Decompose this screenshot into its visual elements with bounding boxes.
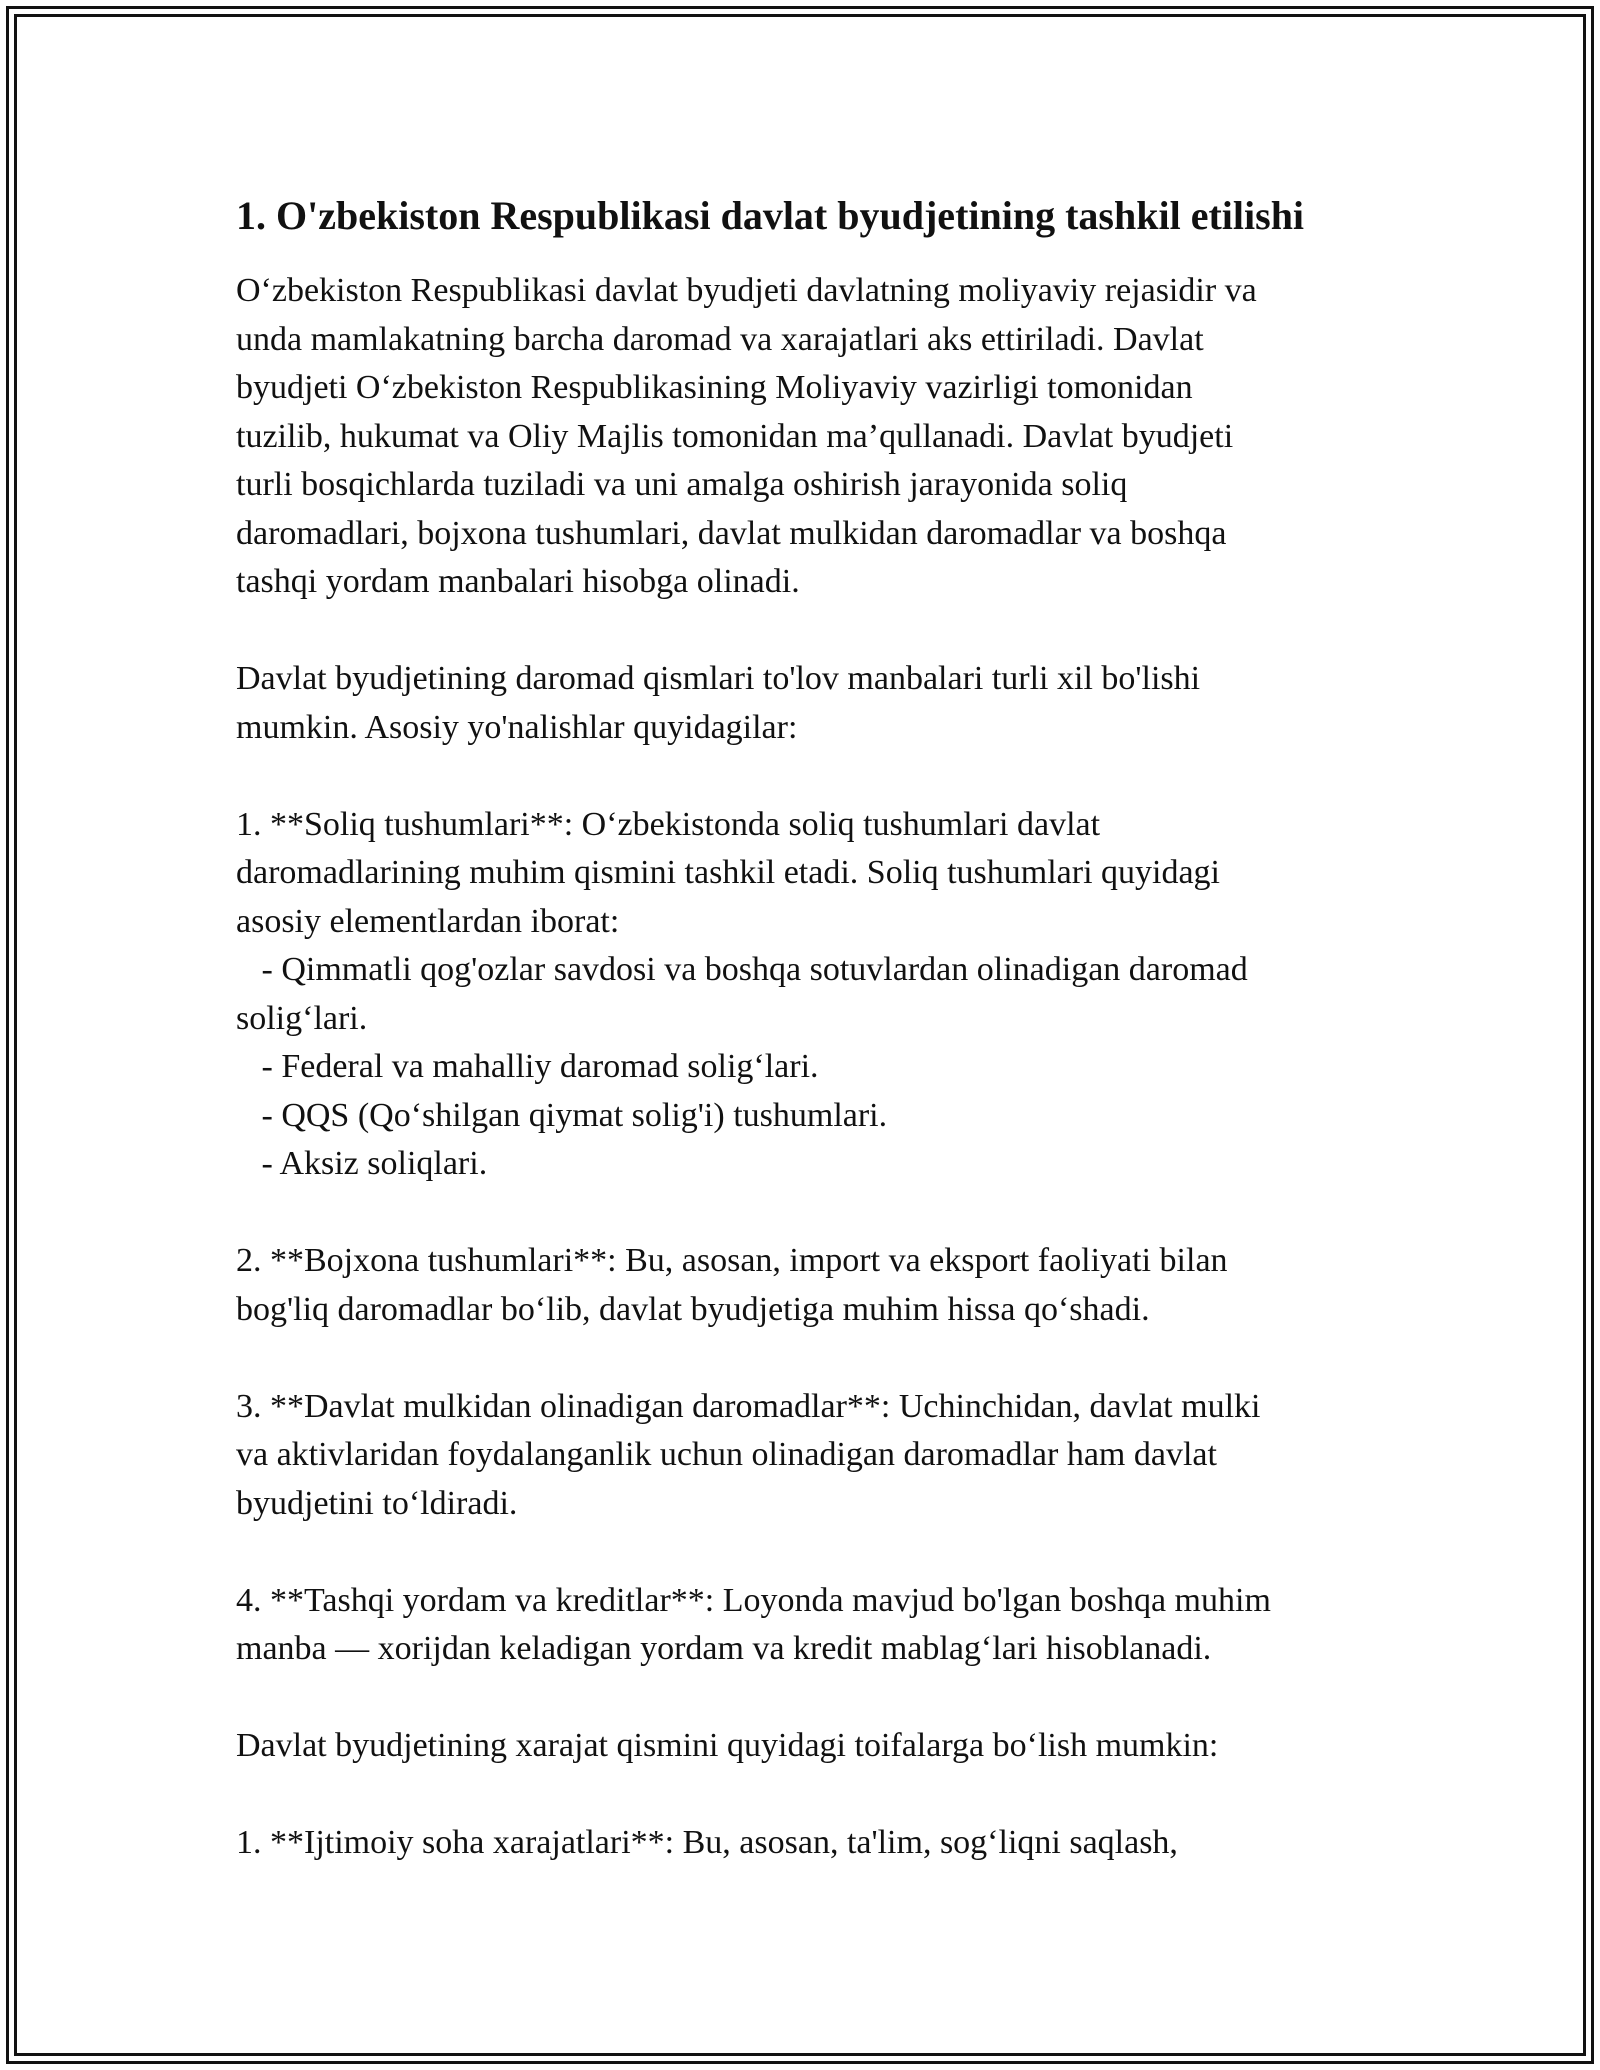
paragraph-spacer bbox=[236, 1334, 1366, 1383]
document-body bbox=[236, 183, 1366, 1868]
paragraph-spacer bbox=[236, 1189, 1366, 1238]
list-item-tax-revenue: 1. **Soliq tushumlari**: O‘zbekistonda soliq tushumlari davlat daromadlarining muhim qismini tashkil etadi. Soliq tushumlari quyidagi asosiy elementlardan iborat: - Qimmatli qog'ozlar savdosi va boshqa sotuvlardan olinadigan daromad solig‘lari. - Federal va mahalliy daromad solig‘lari. - QQS (Qo‘shilgan qiymat solig'i) tushumlari. - Aksiz soliqlari. bbox=[236, 805, 1248, 1182]
paragraph-spacer bbox=[236, 1771, 1366, 1820]
paragraph-spacer bbox=[236, 1674, 1366, 1723]
list-item-foreign-aid: 4. **Tashqi yordam va kreditlar**: Loyonda mavjud bo'lgan boshqa muhim manba — xorijdan keladigan yordam va kredit mablag‘lari hisoblanadi. bbox=[236, 1581, 1271, 1667]
paragraph-revenue-intro: Davlat byudjetining daromad qismlari to'lov manbalari turli xil bo'lishi mumkin. Asosiy yo'nalishlar quyidagilar: bbox=[236, 660, 1201, 746]
list-item-state-property-revenue: 3. **Davlat mulkidan olinadigan daromadlar**: Uchinchidan, davlat mulki va aktivlaridan foydalanganlik uchun olinadigan daromadlar ham davlat byudjetini to‘ldiradi. bbox=[236, 1387, 1261, 1522]
list-item-customs-revenue: 2. **Bojxona tushumlari**: Bu, asosan, import va eksport faoliyati bilan bog'liq daromadlar bo‘lib, davlat byudjetiga muhim hissa qo‘shadi. bbox=[236, 1242, 1228, 1328]
paragraph-spacer bbox=[236, 607, 1366, 656]
document-title: 1. O'zbekiston Respublikasi davlat byudjetining tashkil etilishi bbox=[236, 193, 1305, 238]
paragraph-spacer bbox=[236, 752, 1366, 801]
paragraph-budget-overview: O‘zbekiston Respublikasi davlat byudjeti davlatning moliyaviy rejasidir va unda mamlakatning barcha daromad va xarajatlari aks ettiriladi. Davlat byudjeti O‘zbekiston Respublikasining Moliyaviy vazirligi tomonidan tuzilib, hukumat va Oliy Majlis tomonidan ma’qullanadi. Davlat byudjeti turli bosqichlarda tuziladi va uni amalga oshirish jarayonida soliq daromadlari, bojxona tushumlari, davlat mulkidan daromadlar va boshqa tashqi yordam manbalari hisobga olinadi. bbox=[236, 272, 1257, 600]
list-item-social-expenses: 1. **Ijtimoiy soha xarajatlari**: Bu, asosan, ta'lim, sog‘liqni saqlash, bbox=[236, 1824, 1178, 1861]
paragraph-spacer bbox=[236, 1528, 1366, 1577]
paragraph-expenditure-intro: Davlat byudjetining xarajat qismini quyidagi toifalarga bo‘lish mumkin: bbox=[236, 1727, 1219, 1764]
